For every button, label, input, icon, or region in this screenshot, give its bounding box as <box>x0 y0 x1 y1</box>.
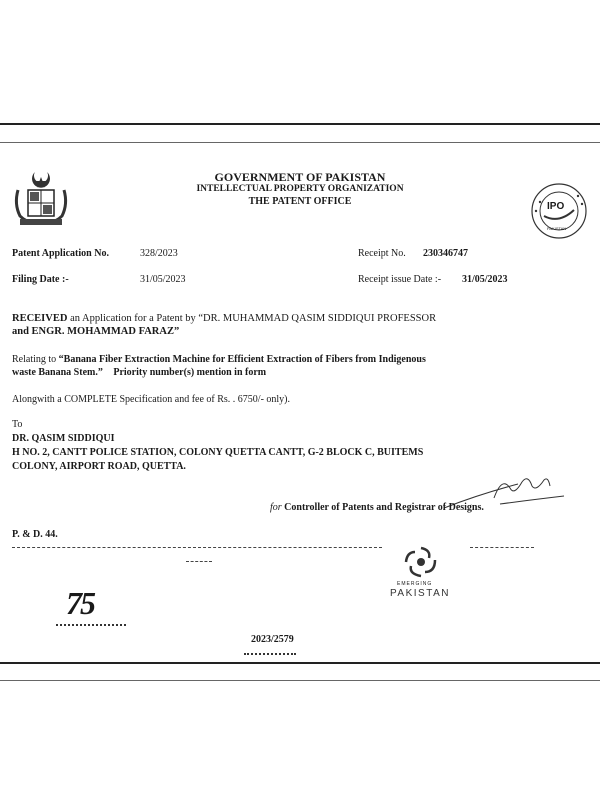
recipient-address-line-1: H NO. 2, CANTT POLICE STATION, COLONY QUETTA CANTT, G-2 BLOCK C, BUITEMS <box>12 447 424 458</box>
controller-text: Controller of Patents and Registrar of Designs. <box>281 502 484 513</box>
relating-line-1 <box>12 354 426 365</box>
specification-fee-line: Alongwith a COMPLETE Specification and fee of Rs. . 6750/- only). <box>12 394 291 405</box>
header-office: THE PATENT OFFICE <box>248 196 352 207</box>
seventy-five-urdu-strip <box>56 624 126 630</box>
bottom-border-line <box>0 662 600 664</box>
recipient-address-line-2: COLONY, AIRPORT ROAD, QUETTA. <box>12 461 186 472</box>
emerging-text: EMERGING <box>397 581 433 587</box>
application-no-value: 328/2023 <box>140 248 178 259</box>
relating-prefix: Relating to <box>12 354 59 365</box>
receipt-no-value: 230346747 <box>423 248 468 259</box>
recipient-name: DR. QASIM SIDDIQUI <box>12 433 115 444</box>
to-label: To <box>12 419 23 430</box>
filing-date-value: 31/05/2023 <box>140 274 186 285</box>
header-organization: INTELLECTUAL PROPERTY ORGANIZATION <box>196 184 404 194</box>
invention-title-line-1: “Banana Fiber Extraction Machine for Efficient Extraction of Fibers from Indigenous <box>58 354 426 365</box>
form-code: P. & D. 44. <box>12 529 58 540</box>
header-title: GOVERNMENT OF PAKISTAN <box>214 170 386 184</box>
ipo-logo-bottom-text: PAKISTAN <box>547 226 567 231</box>
receipt-no-label: Receipt No. <box>358 248 406 259</box>
received-line-1 <box>12 313 436 324</box>
invention-title-line-2: waste Banana Stem.” <box>12 367 103 378</box>
separator-short <box>186 561 212 562</box>
ipo-logo <box>530 182 588 240</box>
receipt-issue-date-label: Receipt issue Date :- <box>358 274 442 285</box>
emerging-pakistan-text: PAKISTAN <box>390 588 450 599</box>
separator-left <box>12 547 382 548</box>
for-word: for <box>270 502 282 513</box>
received-prefix: RECEIVED <box>12 313 68 324</box>
filing-date-label: Filing Date :- <box>12 274 69 285</box>
controller-line <box>270 502 484 513</box>
receipt-issue-date-value: 31/05/2023 <box>462 274 508 285</box>
separator-right <box>470 547 534 548</box>
top-border-line <box>0 123 600 125</box>
top-border-line-2 <box>0 142 600 143</box>
received-text: an Application for a Patent by “DR. MUHAMMAD QASIM SIDDIQUI PROFESSOR <box>67 313 437 324</box>
seventy-five-logo: 75 <box>66 585 94 621</box>
received-line-2: and ENGR. MOHAMMAD FARAZ” <box>12 326 180 337</box>
emerging-pakistan-icon <box>403 546 439 578</box>
ipo-logo-text: IPO <box>547 201 565 212</box>
application-no-label: Patent Application No. <box>12 248 109 259</box>
relating-line-2 <box>12 367 266 378</box>
serial-number: 2023/2579 <box>251 634 294 645</box>
priority-text: Priority number(s) mention in form <box>113 367 267 378</box>
serial-sub-strip <box>244 653 296 658</box>
bottom-border-line-2 <box>0 680 600 681</box>
